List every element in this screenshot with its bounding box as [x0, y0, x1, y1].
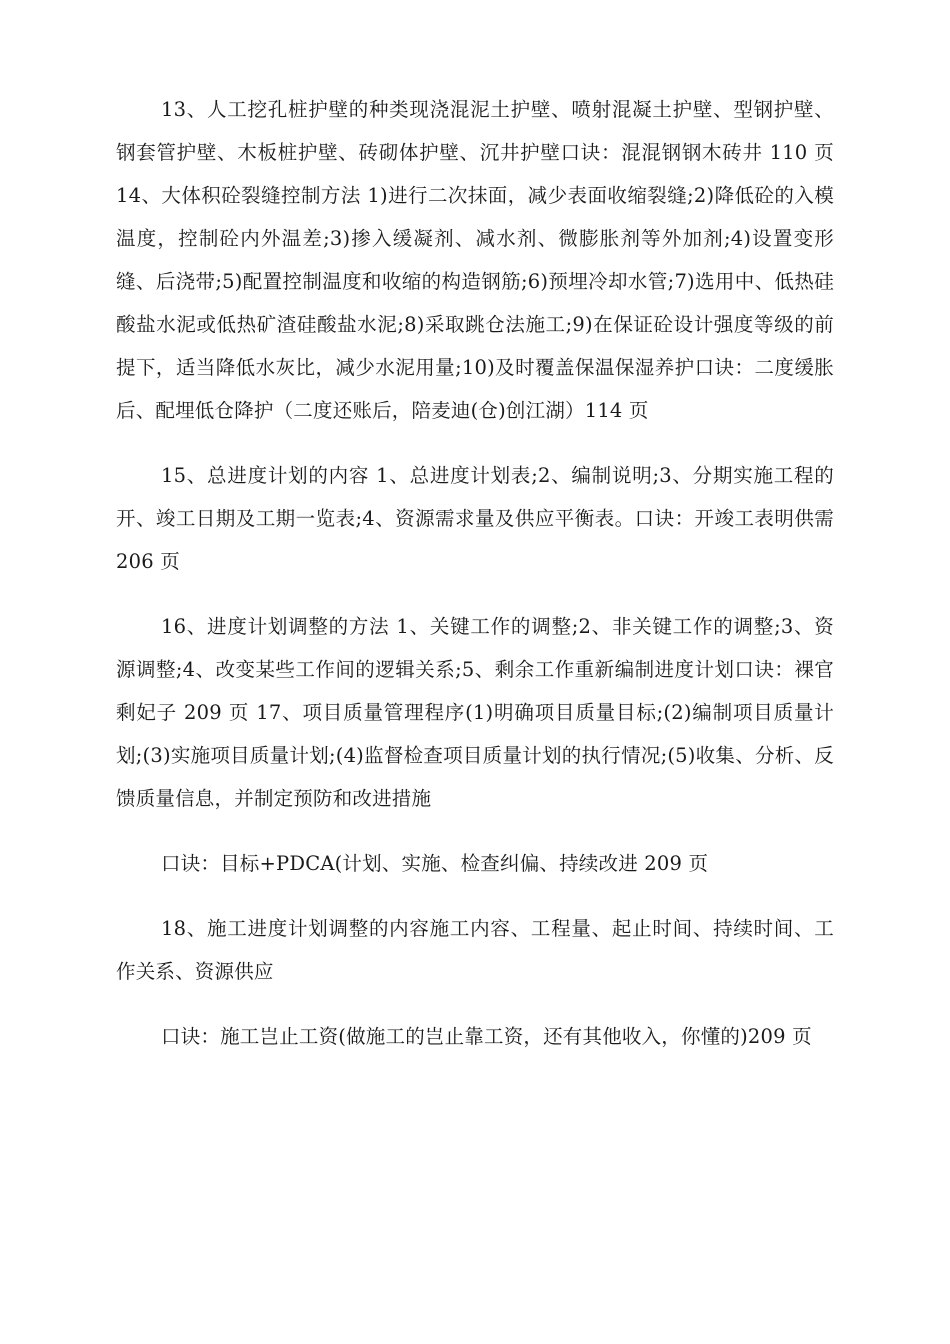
paragraph-18-mnemonic: 口诀：施工岂止工资(做施工的岂止靠工资，还有其他收入，你懂的)209 页 [161, 1025, 812, 1048]
paragraph-17-mnemonic: 口诀：目标+PDCA(计划、实施、检查纠偏、持续改进 209 页 [161, 852, 709, 875]
paragraph-18: 18、施工进度计划调整的内容施工内容、工程量、起止时间、持续时间、工作关系、资源供应 [116, 917, 834, 983]
paragraph-16-17: 16、进度计划调整的方法 1、关键工作的调整;2、非关键工作的调整;3、资源调整;4、改变某些工作间的逻辑关系;5、剩余工作重新编制进度计划口诀：裸官剩妃子 209 页 17、项目质量管理程序(1)明确项目质量目标;(2)编制项目质量计划;(3)实施项目质量计划;(4)监督检查项目质量计划的执行情况;(5)收集、分析、反馈质量信息，并制定预防和改进措施 [116, 615, 834, 810]
document-page [116, 88, 834, 1080]
paragraph-15: 15、总进度计划的内容 1、总进度计划表;2、编制说明;3、分期实施工程的开、竣工日期及工期一览表;4、资源需求量及供应平衡表。口诀：开竣工表明供需 206 页 [116, 464, 834, 573]
paragraph-13-14: 13、人工挖孔桩护壁的种类现浇混泥土护壁、喷射混凝土护壁、型钢护壁、钢套管护壁、木板桩护壁、砖砌体护壁、沉井护壁口诀：混混钢钢木砖井 110 页 14、大体积砼裂缝控制方法 1)进行二次抹面，减少表面收缩裂缝;2)降低砼的入模温度，控制砼内外温差;3)掺入缓凝剂、减水剂、微膨胀剂等外加剂;4)设置变形缝、后浇带;5)配置控制温度和收缩的构造钢筋;6)预埋冷却水管;7)选用中、低热硅酸盐水泥或低热矿渣硅酸盐水泥;8)采取跳仓法施工;9)在保证砼设计强度等级的前提下，适当降低水灰比，减少水泥用量;10)及时覆盖保温保湿养护口诀：二度缓胀后、配埋低仓降护（二度还账后，陪麦迪(仓)创江湖）114 页 [116, 98, 834, 422]
